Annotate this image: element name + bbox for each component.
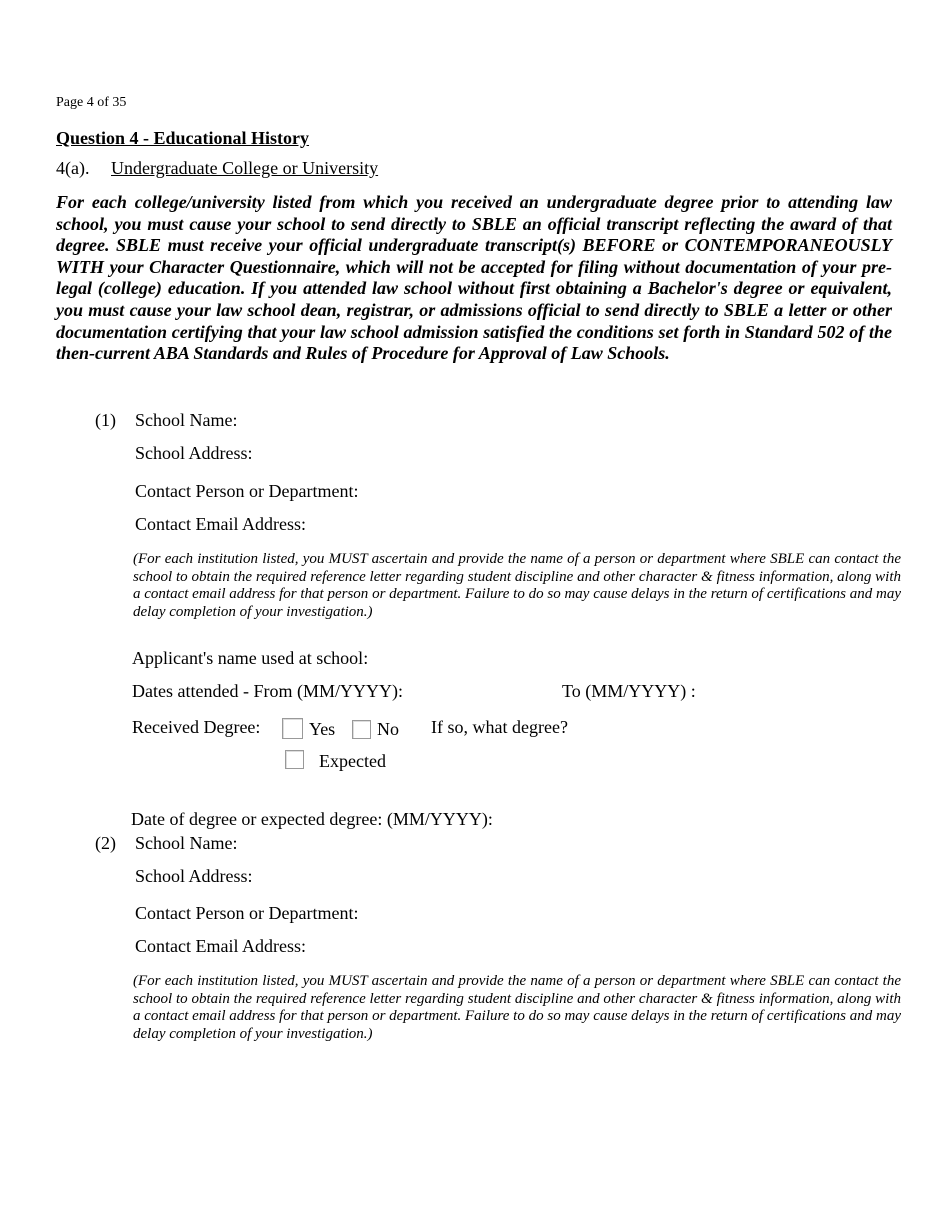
dates-to-label: To (MM/YYYY) : (562, 681, 696, 701)
dates-from-label: Dates attended - From (MM/YYYY): (132, 681, 403, 701)
school-2-contact-label: Contact Person or Department: (135, 903, 359, 923)
school-1-number: (1) (95, 410, 116, 430)
question-title: Question 4 - Educational History (56, 128, 310, 148)
school-2-name-label: School Name: (135, 833, 238, 853)
degree-no-checkbox[interactable] (352, 720, 371, 739)
applicant-name-label: Applicant's name used at school: (132, 648, 369, 668)
school-1-name-label: School Name: (135, 410, 238, 430)
degree-yes-label: Yes (309, 719, 336, 739)
received-degree-label: Received Degree: (132, 717, 261, 737)
subsection-number: 4(a). (56, 158, 90, 178)
transcript-instructions: For each college/university listed from which you received an undergraduate degree prior to attending law school, you must cause your school to send directly to SBLE an official transcript reflecting the award of that degree. SBLE must receive your official undergraduate transcript(s) BEFORE or CONTEMPORANEOUSLY WITH your Character Questionnaire, which will not be accepted for filing without documentation of your pre-legal (college) education. If you attended law school without first obtaining a Bachelor's degree or equivalent, you must cause your law school dean, registrar, or admissions official to send directly to SBLE a letter or other documentation certifying that your law school admission satisfied the conditions set forth in Standard 502 of the then-current ABA Standards and Rules of Procedure for Approval of Law Schools. (56, 192, 892, 364)
school-1-contact-label: Contact Person or Department: (135, 481, 359, 501)
school-2-contact-note: (For each institution listed, you MUST ascertain and provide the name of a person or department where SBLE can contact the school to obtain the required reference letter regarding student discipline and other character & fitness information, along with a contact email address for that person or department. Failure to do so may cause delays in the return of certifications and may delay completion of your investigation.) (133, 973, 901, 1043)
school-2-address-label: School Address: (135, 866, 253, 886)
school-1-contact-note: (For each institution listed, you MUST ascertain and provide the name of a person or department where SBLE can contact the school to obtain the required reference letter regarding student discipline and other character & fitness information, along with a contact email address for that person or department. Failure to do so may cause delays in the return of certifications and may delay completion of your investigation.) (133, 551, 901, 621)
subsection-title: Undergraduate College or University (111, 158, 379, 178)
school-2-email-label: Contact Email Address: (135, 936, 306, 956)
what-degree-label: If so, what degree? (431, 717, 568, 737)
degree-yes-checkbox[interactable] (282, 718, 303, 739)
degree-expected-checkbox[interactable] (285, 750, 304, 769)
page-number: Page 4 of 35 (56, 95, 127, 110)
school-1-email-label: Contact Email Address: (135, 514, 306, 534)
school-1-address-label: School Address: (135, 443, 253, 463)
degree-expected-label: Expected (319, 751, 386, 771)
school-2-number: (2) (95, 833, 116, 853)
degree-date-label: Date of degree or expected degree: (MM/YYYY): (131, 809, 493, 829)
degree-no-label: No (377, 719, 399, 739)
